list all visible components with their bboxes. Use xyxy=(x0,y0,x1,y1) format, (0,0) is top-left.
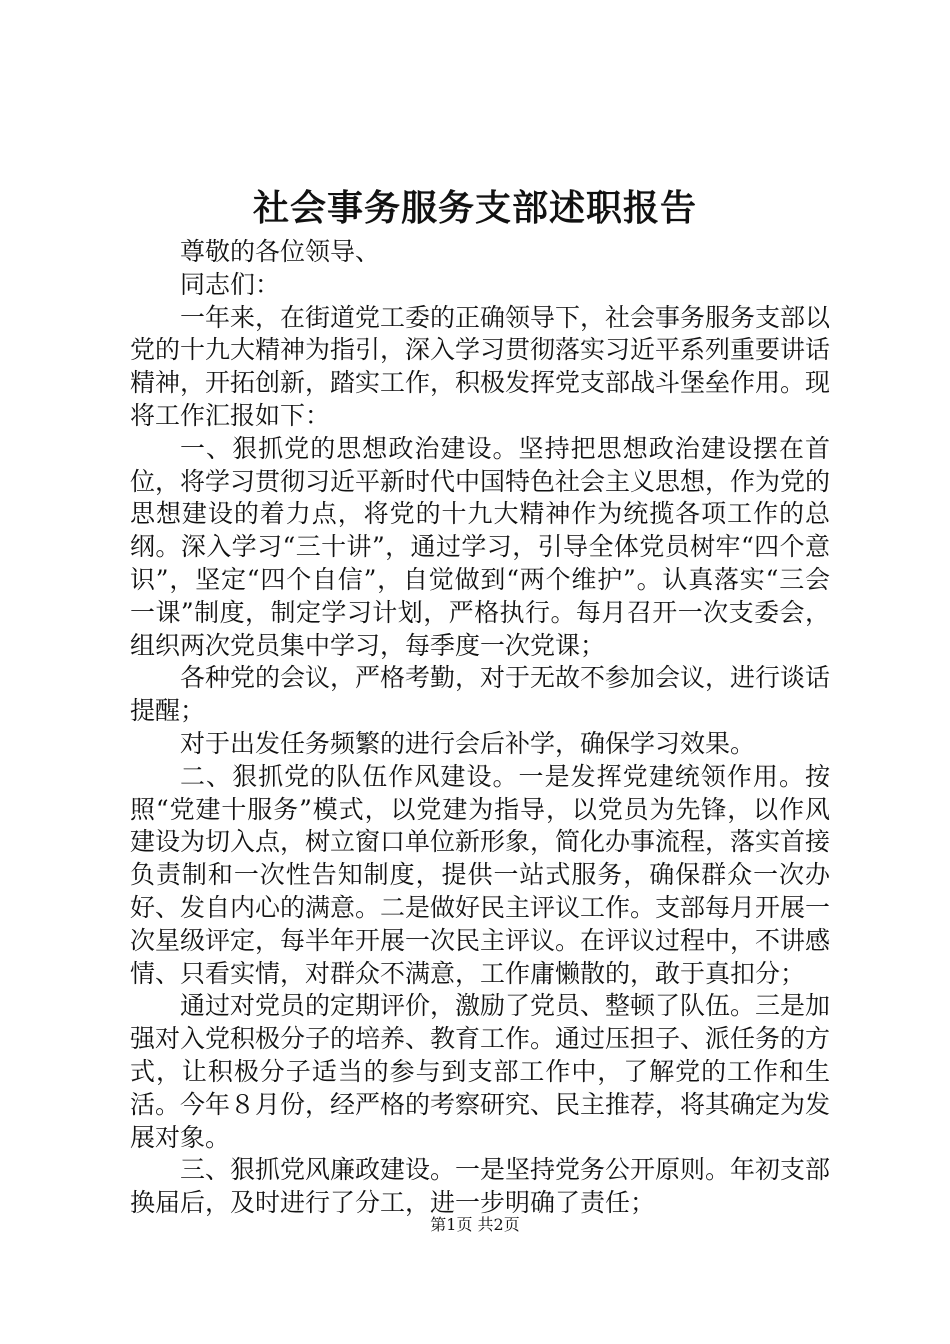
body-paragraph: 一年来，在街道党工委的正确领导下，社会事务服务支部以党的十九大精神为指引，深入学习贯彻落实习近平系列重要讲话精神，开拓创新，踏实工作，积极发挥党支部战斗堡垒作用。现将工作汇报如下： xyxy=(130,302,831,430)
body-paragraph: 三、狠抓党风廉政建设。一是坚持党务公开原则。年初支部换届后，及时进行了分工，进一步明确了责任； xyxy=(130,1155,831,1218)
document-body xyxy=(130,236,830,1220)
body-paragraph: 通过对党员的定期评价，激励了党员、整顿了队伍。三是加强对入党积极分子的培养、教育工作。通过压担子、派任务的方式，让积极分子适当的参与到支部工作中，了解党的工作和生活。今年８月份，经严格的考察研究、民主推荐，将其确定为发展对象。 xyxy=(130,991,831,1152)
salutation-line: 尊敬的各位领导、 xyxy=(180,237,381,266)
body-paragraph: 各种党的会议，严格考勤，对于无故不参加会议，进行谈话提醒； xyxy=(130,663,831,726)
body-paragraph: 对于出发任务频繁的进行会后补学，确保学习效果。 xyxy=(180,728,756,758)
body-paragraph: 二、狠抓党的队伍作风建设。一是发挥党建统领作用。按照“党建十服务”模式，以党建为指导，以党员为先锋，以作风建设为切入点，树立窗口单位新形象，简化办事流程，落实首接负责制和一次性告知制度，提供一站式服务，确保群众一次办好、发自内心的满意。二是做好民主评议工作。支部每月开展一次星级评定，每半年开展一次民主评议。在评议过程中，不讲感情、只看实情，对群众不满意，工作庸懒散的，敢于真扣分； xyxy=(130,761,831,988)
salutation-line: 同志们： xyxy=(180,269,281,299)
body-paragraph: 一、狠抓党的思想政治建设。坚持把思想政治建设摆在首位，将学习贯彻习近平新时代中国特色社会主义思想，作为党的思想建设的着力点，将党的十九大精神作为统揽各项工作的总纲。深入学习“三十讲”，通过学习，引导全体党员树牢“四个意识”，坚定“四个自信”，自觉做到“两个维护”。认真落实“三会一课”制度，制定学习计划，严格执行。每月召开一次支委会，组织两次党员集中学习，每季度一次党课； xyxy=(130,433,831,660)
page-number-footer: 第1页 共2页 xyxy=(430,1215,520,1234)
document-title: 社会事务服务支部述职报告 xyxy=(252,187,697,229)
